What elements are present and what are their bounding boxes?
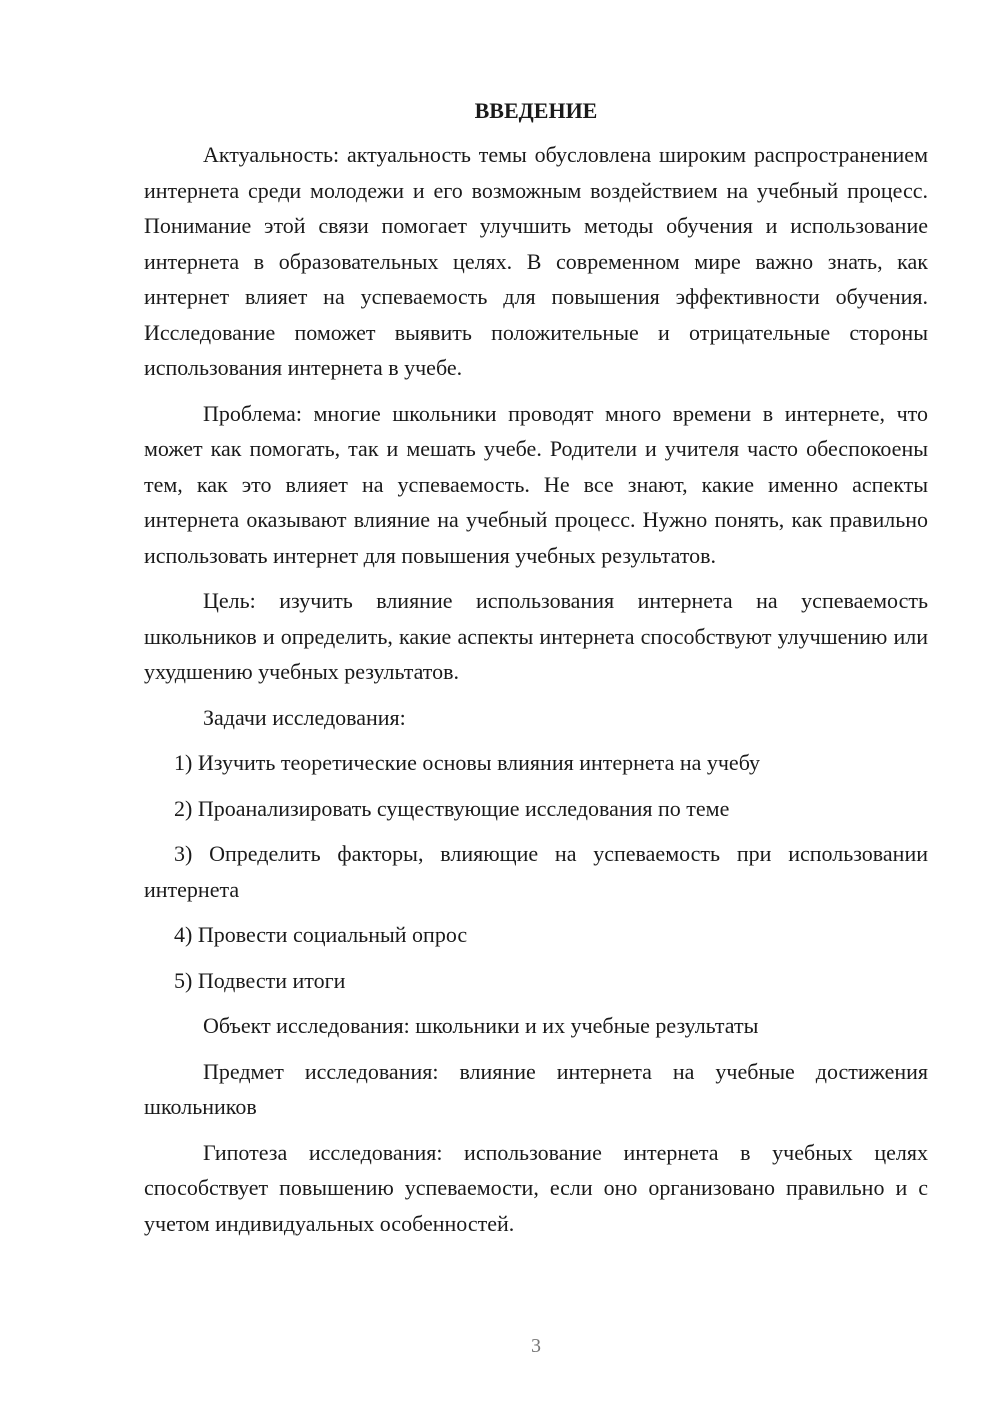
page-content xyxy=(144,95,928,1251)
relevance-paragraph: Актуальность: актуальность темы обусловлена широким распространением интернета среди молодежи и его возможным воздействием на учебный процесс. Понимание этой связи помогает улучшить методы обучения и использование интернета в образовательных целях. В современном мире важно знать, как интернет влияет на успеваемость для повышения эффективности обучения. Исследование поможет выявить положительные и отрицательные стороны использования интернета в учебе. xyxy=(144,142,928,380)
goal-paragraph: Цель: изучить влияние использования интернета на успеваемость школьников и определить, какие аспекты интернета способствуют улучшению или ухудшению учебных результатов. xyxy=(144,588,928,684)
task-item-4: 4) Провести социальный опрос xyxy=(174,922,468,947)
page-title: ВВЕДЕНИЕ xyxy=(474,98,598,123)
task-item-1: 1) Изучить теоретические основы влияния интернета на учебу xyxy=(174,750,761,775)
research-object-paragraph: Объект исследования: школьники и их учебные результаты xyxy=(203,1013,759,1038)
hypothesis-paragraph: Гипотеза исследования: использование интернета в учебных целях способствует повышению успеваемости, если оно организовано правильно и с учетом индивидуальных особенностей. xyxy=(144,1139,928,1236)
research-subject-paragraph: Предмет исследования: влияние интернета на учебные достижения школьников xyxy=(144,1058,928,1119)
tasks-heading: Задачи исследования: xyxy=(203,704,406,730)
task-item-3: 3) Определить факторы, влияющие на успеваемость при использовании интернета xyxy=(144,841,928,902)
problem-paragraph: Проблема: многие школьники проводят много времени в интернете, что может как помогать, так и мешать учебе. Родители и учителя часто обеспокоены тем, как это влияет на успеваемость. Не все знают, какие именно аспекты интернета оказывают влияние на учебный процесс. Нужно понять, как правильно использовать интернет для повышения учебных результатов. xyxy=(144,400,928,568)
page-number: 3 xyxy=(531,1335,541,1357)
task-item-5: 5) Подвести итоги xyxy=(174,967,346,993)
task-item-2: 2) Проанализировать существующие исследования по теме xyxy=(174,795,730,821)
